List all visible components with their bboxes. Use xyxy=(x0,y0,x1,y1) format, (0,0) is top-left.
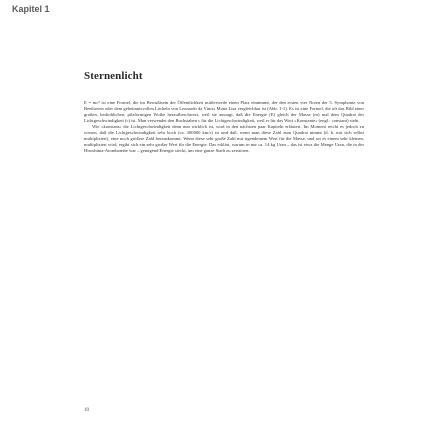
chapter-header: Kapitel 1 xyxy=(12,4,50,14)
section-title: Sternenlicht xyxy=(84,70,143,82)
paragraph-1: E = mc² ist eine Formel, die im Bewußtsein der Öffentlichkeit mittlerweile einen Platz einnimmt, der den ersten vier Noten der 5. Symphonie von Beethoven oder dem geheimnisvollen Lächeln von Leonardo da Vincis Mona Lisa vergleichbar ist (Abb. 1-1). Es ist eine Formel, die oft das Bild einer großen, bedrohlichen, pilzförmigen Wolke heraufbeschwört, weil sie aussagt, daß die Energie (E) gleich der Masse (m) mal dem Quadrat der Lichtgeschwindigkeit (c) ist. Man verwendet den Buchstaben c für die Lichtgeschwindigkeit, weil er für das Wort »Konstante« (engl.: constant) steht. xyxy=(84,100,364,123)
paragraph-2: Wie »konstant« die Lichtgeschwindigkeit denn nun wirklich ist, wird in den nächsten paar Kapiteln erläutert. Im Moment reicht es jedoch zu wissen, daß die Lichtgeschwindigkeit sehr hoch (ca. 300000 km/s) ist und daß, wenn man diese Zahl zum Quadrat nimmt (d. h. mit sich selbst multipliziert), eine noch größere Zahl herauskommt. Wenn diese sehr große Zahl mit irgendeinem Wert für die Masse, und sei es einem sehr kleinen, multipliziert wird, ergibt sich ein sehr großer Wert für die Energie. Das erklärt, warum in nur ca. 14 kg Uran – das ist etwa die Menge Uran, die in der Hiroshima-Atombombe war – genügend Energie steckt, um eine ganze Stadt zu zerstören. xyxy=(84,124,364,153)
body-text xyxy=(84,100,364,154)
page-number: 10 xyxy=(84,408,89,413)
